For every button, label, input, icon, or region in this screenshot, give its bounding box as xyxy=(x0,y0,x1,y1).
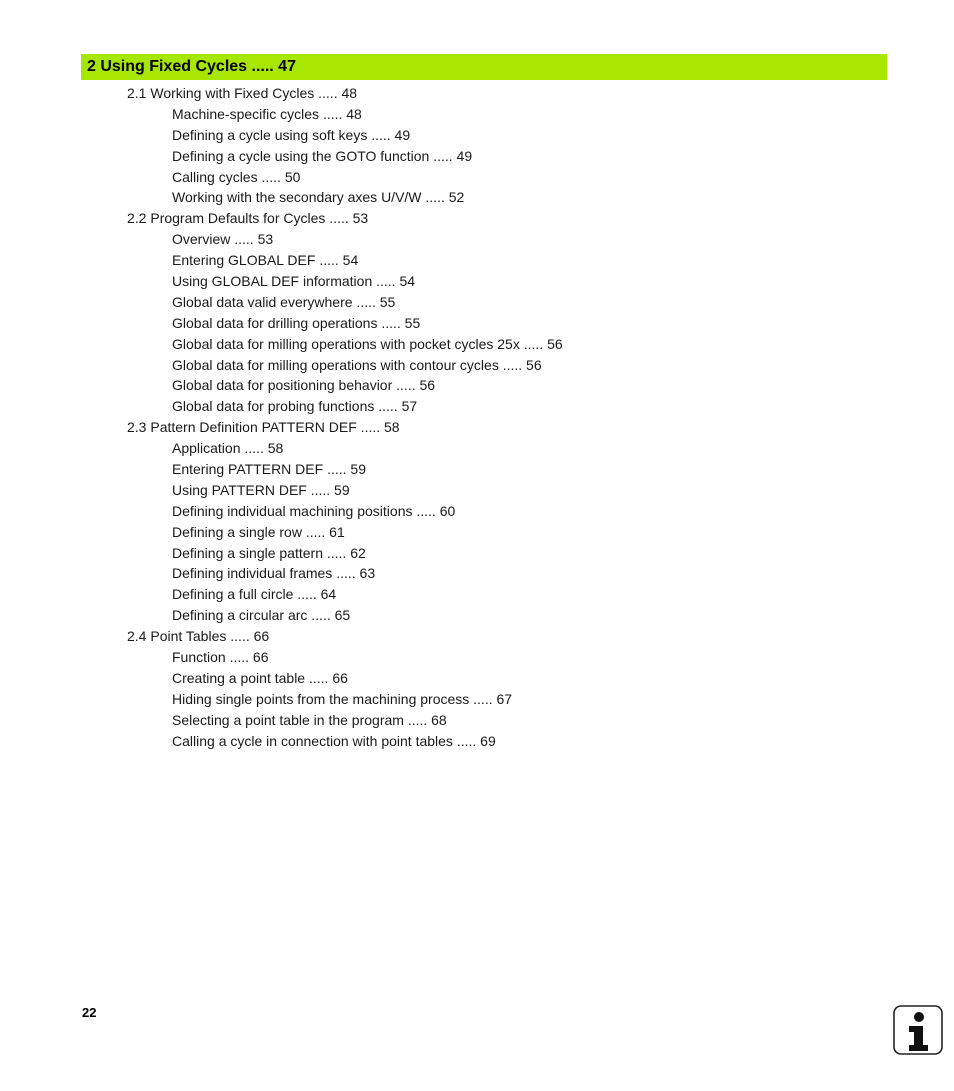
toc-subsection-entry[interactable]: Global data valid everywhere ..... 55 xyxy=(172,293,396,310)
toc-subsection-entry[interactable]: Calling cycles ..... 50 xyxy=(172,168,301,185)
toc-subsection-entry[interactable]: Using GLOBAL DEF information ..... 54 xyxy=(172,273,416,290)
chapter-heading: 2 Using Fixed Cycles ..... 47 xyxy=(81,54,887,80)
toc-subsection-entry[interactable]: Defining a circular arc ..... 65 xyxy=(172,607,351,624)
toc-subsection-entry[interactable]: Working with the secondary axes U/V/W ..... 52 xyxy=(172,189,465,206)
toc-subsection-entry[interactable]: Overview ..... 53 xyxy=(172,231,274,248)
toc-subsection-entry[interactable]: Defining a single pattern ..... 62 xyxy=(172,544,366,561)
toc-subsection-entry[interactable]: Application ..... 58 xyxy=(172,440,284,457)
toc-subsection-entry[interactable]: Hiding single points from the machining process ..... 67 xyxy=(172,690,513,707)
toc-subsection-entry[interactable]: Entering PATTERN DEF ..... 59 xyxy=(172,461,366,478)
page-number: 22 xyxy=(82,1005,97,1020)
toc-subsection-entry[interactable]: Global data for positioning behavior ..... 56 xyxy=(172,377,436,394)
toc-subsection-entry[interactable]: Machine-specific cycles ..... 48 xyxy=(172,105,362,122)
toc-subsection-entry[interactable]: Defining a cycle using soft keys ..... 49 xyxy=(172,126,411,143)
table-of-contents xyxy=(0,83,954,752)
toc-subsection-entry[interactable]: Global data for milling operations with contour cycles ..... 56 xyxy=(172,356,542,373)
toc-subsection-entry[interactable]: Global data for probing functions ..... 57 xyxy=(172,398,418,415)
toc-subsection-entry[interactable]: Using PATTERN DEF ..... 59 xyxy=(172,481,350,498)
toc-subsection-entry[interactable]: Defining a full circle ..... 64 xyxy=(172,586,337,603)
toc-subsection-entry[interactable]: Selecting a point table in the program ..... 68 xyxy=(172,711,447,728)
toc-section-entry[interactable]: 2.4 Point Tables ..... 66 xyxy=(127,628,270,645)
toc-subsection-entry[interactable]: Global data for milling operations with pocket cycles 25x ..... 56 xyxy=(172,335,563,352)
toc-subsection-entry[interactable]: Creating a point table ..... 66 xyxy=(172,669,348,686)
toc-section-entry[interactable]: 2.2 Program Defaults for Cycles ..... 53 xyxy=(127,210,369,227)
toc-subsection-entry[interactable]: Entering GLOBAL DEF ..... 54 xyxy=(172,252,359,269)
toc-subsection-entry[interactable]: Defining a cycle using the GOTO function ..... 49 xyxy=(172,147,473,164)
toc-section-entry[interactable]: 2.3 Pattern Definition PATTERN DEF ..... 58 xyxy=(127,419,400,436)
toc-subsection-entry[interactable]: Function ..... 66 xyxy=(172,649,269,666)
toc-subsection-entry[interactable]: Global data for drilling operations ..... 55 xyxy=(172,314,421,331)
toc-subsection-entry[interactable]: Defining individual machining positions ..... 60 xyxy=(172,502,456,519)
toc-subsection-entry[interactable]: Defining individual frames ..... 63 xyxy=(172,565,376,582)
toc-subsection-entry[interactable]: Calling a cycle in connection with point tables ..... 69 xyxy=(172,732,496,749)
toc-section-entry[interactable]: 2.1 Working with Fixed Cycles ..... 48 xyxy=(127,85,358,101)
toc-subsection-entry[interactable]: Defining a single row ..... 61 xyxy=(172,523,345,540)
info-icon xyxy=(893,1005,943,1055)
